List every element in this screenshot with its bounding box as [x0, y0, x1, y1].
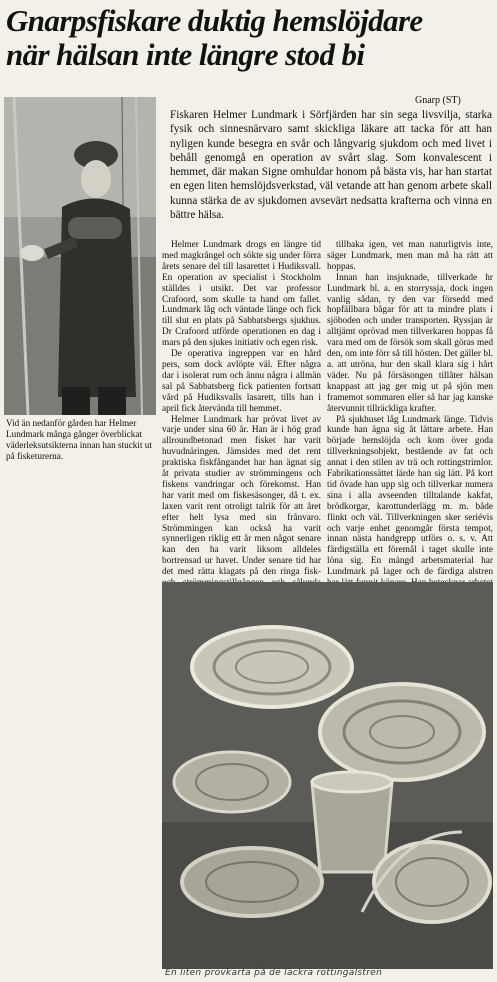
dateline: Gnarp (ST) — [415, 95, 461, 106]
article-intro: Fiskaren Helmer Lundmark i Sörfjärden har sin sega livsvilja, starka fysik och sinnesnärvaro samt skickliga läkare att tacka för att han nyligen kunde besegra en svår och långvarig sjukdom och med livet i behåll genomgå en operation av svårt slag. Som konvalescent i hemmet, där makan Signe omhuldar honom på bästa vis, har han startat en egen liten hemslöjdsverkstad, väl vetande att han genom arbete skall kunna stärka de av sjukdomen avsevärt nedsatta krafterna och vinna en bättre hälsa. — [170, 109, 492, 222]
paragraph: De operativa ingreppen var en hård pers, som dock avlöpte väl. Efter några dar i isolerat rum och ännu några i allmän sal på Sabbatsberg fick patienten fortsatt vård på Hudiksvalls lasarett, tills han i april fick återvända till hemmet. — [162, 349, 321, 414]
paragraph: Helmer Lundmark har prövat livet av varje under sina 60 år. Han är i hög grad allroundbetonad men fisket har varit huvudnäringen. Jämsides med det rent praktiska fiskfångandet har han ägnat sig åt privata studier av strömmingens och fiskens vandringar och förekomst. Han har varit med om fiskesäsonger, då t. ex. laxen varit rent otroligt talrik för att året efter helt lysa med sin frånvaro. Strömmingen kan också ha varit synnerligen riklig ett år men något senare kan den ha varit liksom alldeles bortrensad ur havet. Under senare tid har det med rätta klagats på den ringa fisk- — [162, 414, 321, 578]
rattan-crafts-photo — [162, 582, 493, 969]
paragraph: Innan han insjuknade, tillverkade hr Lundmark bl. a. en storryssja, dock ingen vanlig sådan, ty den var försedd med hopfällbara bågar för att ta mindre plats i sjöboden och under transporten. Ryssjan är alltjämt oprövad men tillverkaren hoppas få vara med om de försök som skall göras med den, om inte förr så till hösten. Det gäller bl. a. att utröna, hur den skall klara sig i hårt väder. Nu på försäsongen tillåter hälsan knappast att jag ger mig ut på sjön men framemot sommaren eller så har jag kanske återvunnit tillräckliga krafter. — [327, 272, 493, 414]
paragraph: tillbaka igen, vet man naturligtvis inte, säger Lundmark, men man må ha rätt att hoppas. — [327, 240, 493, 272]
headline — [6, 4, 492, 72]
headline-line-2: när hälsan inte längre stod bi — [6, 37, 365, 72]
fisherman-photo — [4, 97, 156, 415]
photo-caption: Vid än nedanför gården har Helmer Lundmark många gånger överblickat väderleksutsikterna innan han stuckit ut på fisketurerna. — [6, 418, 152, 461]
headline-line-1: Gnarpsfiskare duktig hemslöjdare — [6, 3, 423, 38]
paragraph: Helmer Lundmark drogs en längre tid med magkrångel och sökte sig under förra årets senare del till lasarettet i Hudiksvall. En operation av specialist i Stockholm ställdes i utsikt. Det var professor Crafoord, som skulle ta hand om fallet. Lundmark låg och väntade länge och fick till slut en plats på Sabbatsbergs sjukhus. Dr Crafoord utförde operationen en dag i mars på den sjukes initiativ och egen risk. — [162, 240, 321, 349]
paragraph: På sjukhuset låg Lundmark länge. Tidvis kunde han ägna sig åt lättare arbete. Han började hemslöjda och kom över goda tillverkningsobjekt, bestående av fat och annat i den stilen av trä och rottingstrimlor. Fabrikationssättet lärde han sig lätt. På kort tid övade han upp sig och tillverkar numera sina i alla avseenden tilltalande kakfat, brödkorgar, karottunderlägg m. m. både flinkt och väl. Tillverkningen sker seriévis och varje enhet genomgår första tempot, innan nästa handgrepp utförs o. s. v. Att färdigställa ett föremål i taget skulle inte löna sig. En mängd arbetsmaterial har Lundmark på lager och de färdiga alstren — [327, 414, 493, 578]
handwritten-note: En liten provkarta på de läckra rottingalstren — [165, 968, 383, 978]
article-column-2 — [327, 240, 493, 622]
article-column-1 — [162, 240, 321, 611]
